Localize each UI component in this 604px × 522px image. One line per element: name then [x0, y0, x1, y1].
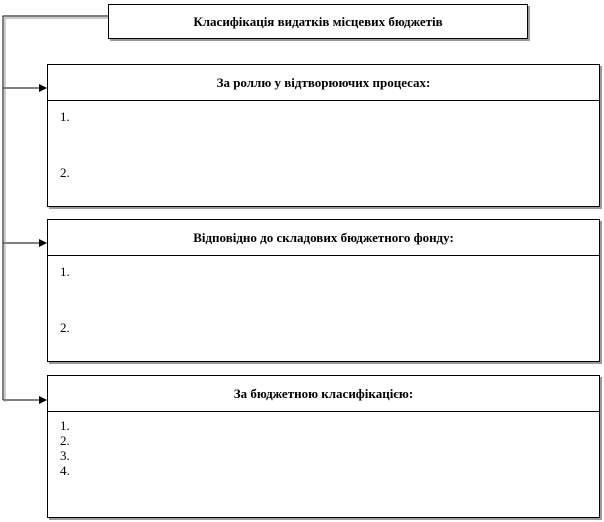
section-budget-fund-components [47, 219, 600, 362]
list-item: 1. [60, 109, 70, 124]
section-header-text: Відповідно до складових бюджетного фонду: [193, 229, 454, 245]
list-item: 1. [60, 264, 70, 279]
section-budget-classification [47, 375, 600, 518]
section-role-in-reproduction [47, 64, 600, 207]
section-header [48, 65, 599, 101]
list-item: 2. [60, 433, 70, 448]
list-item: 4. [60, 463, 70, 478]
section-header [48, 376, 599, 412]
diagram-title-box [108, 4, 528, 39]
section-header [48, 220, 599, 256]
list-item: 1. [60, 418, 70, 433]
list-item: 2. [60, 320, 70, 335]
list-item: 2. [60, 165, 70, 180]
diagram-title: Класифікація видатків місцевих бюджетів [193, 13, 443, 29]
section-header-text: За бюджетною класифікацією: [233, 385, 414, 401]
list-item: 3. [60, 448, 70, 463]
section-header-text: За роллю у відтворюючих процесах: [216, 74, 431, 90]
